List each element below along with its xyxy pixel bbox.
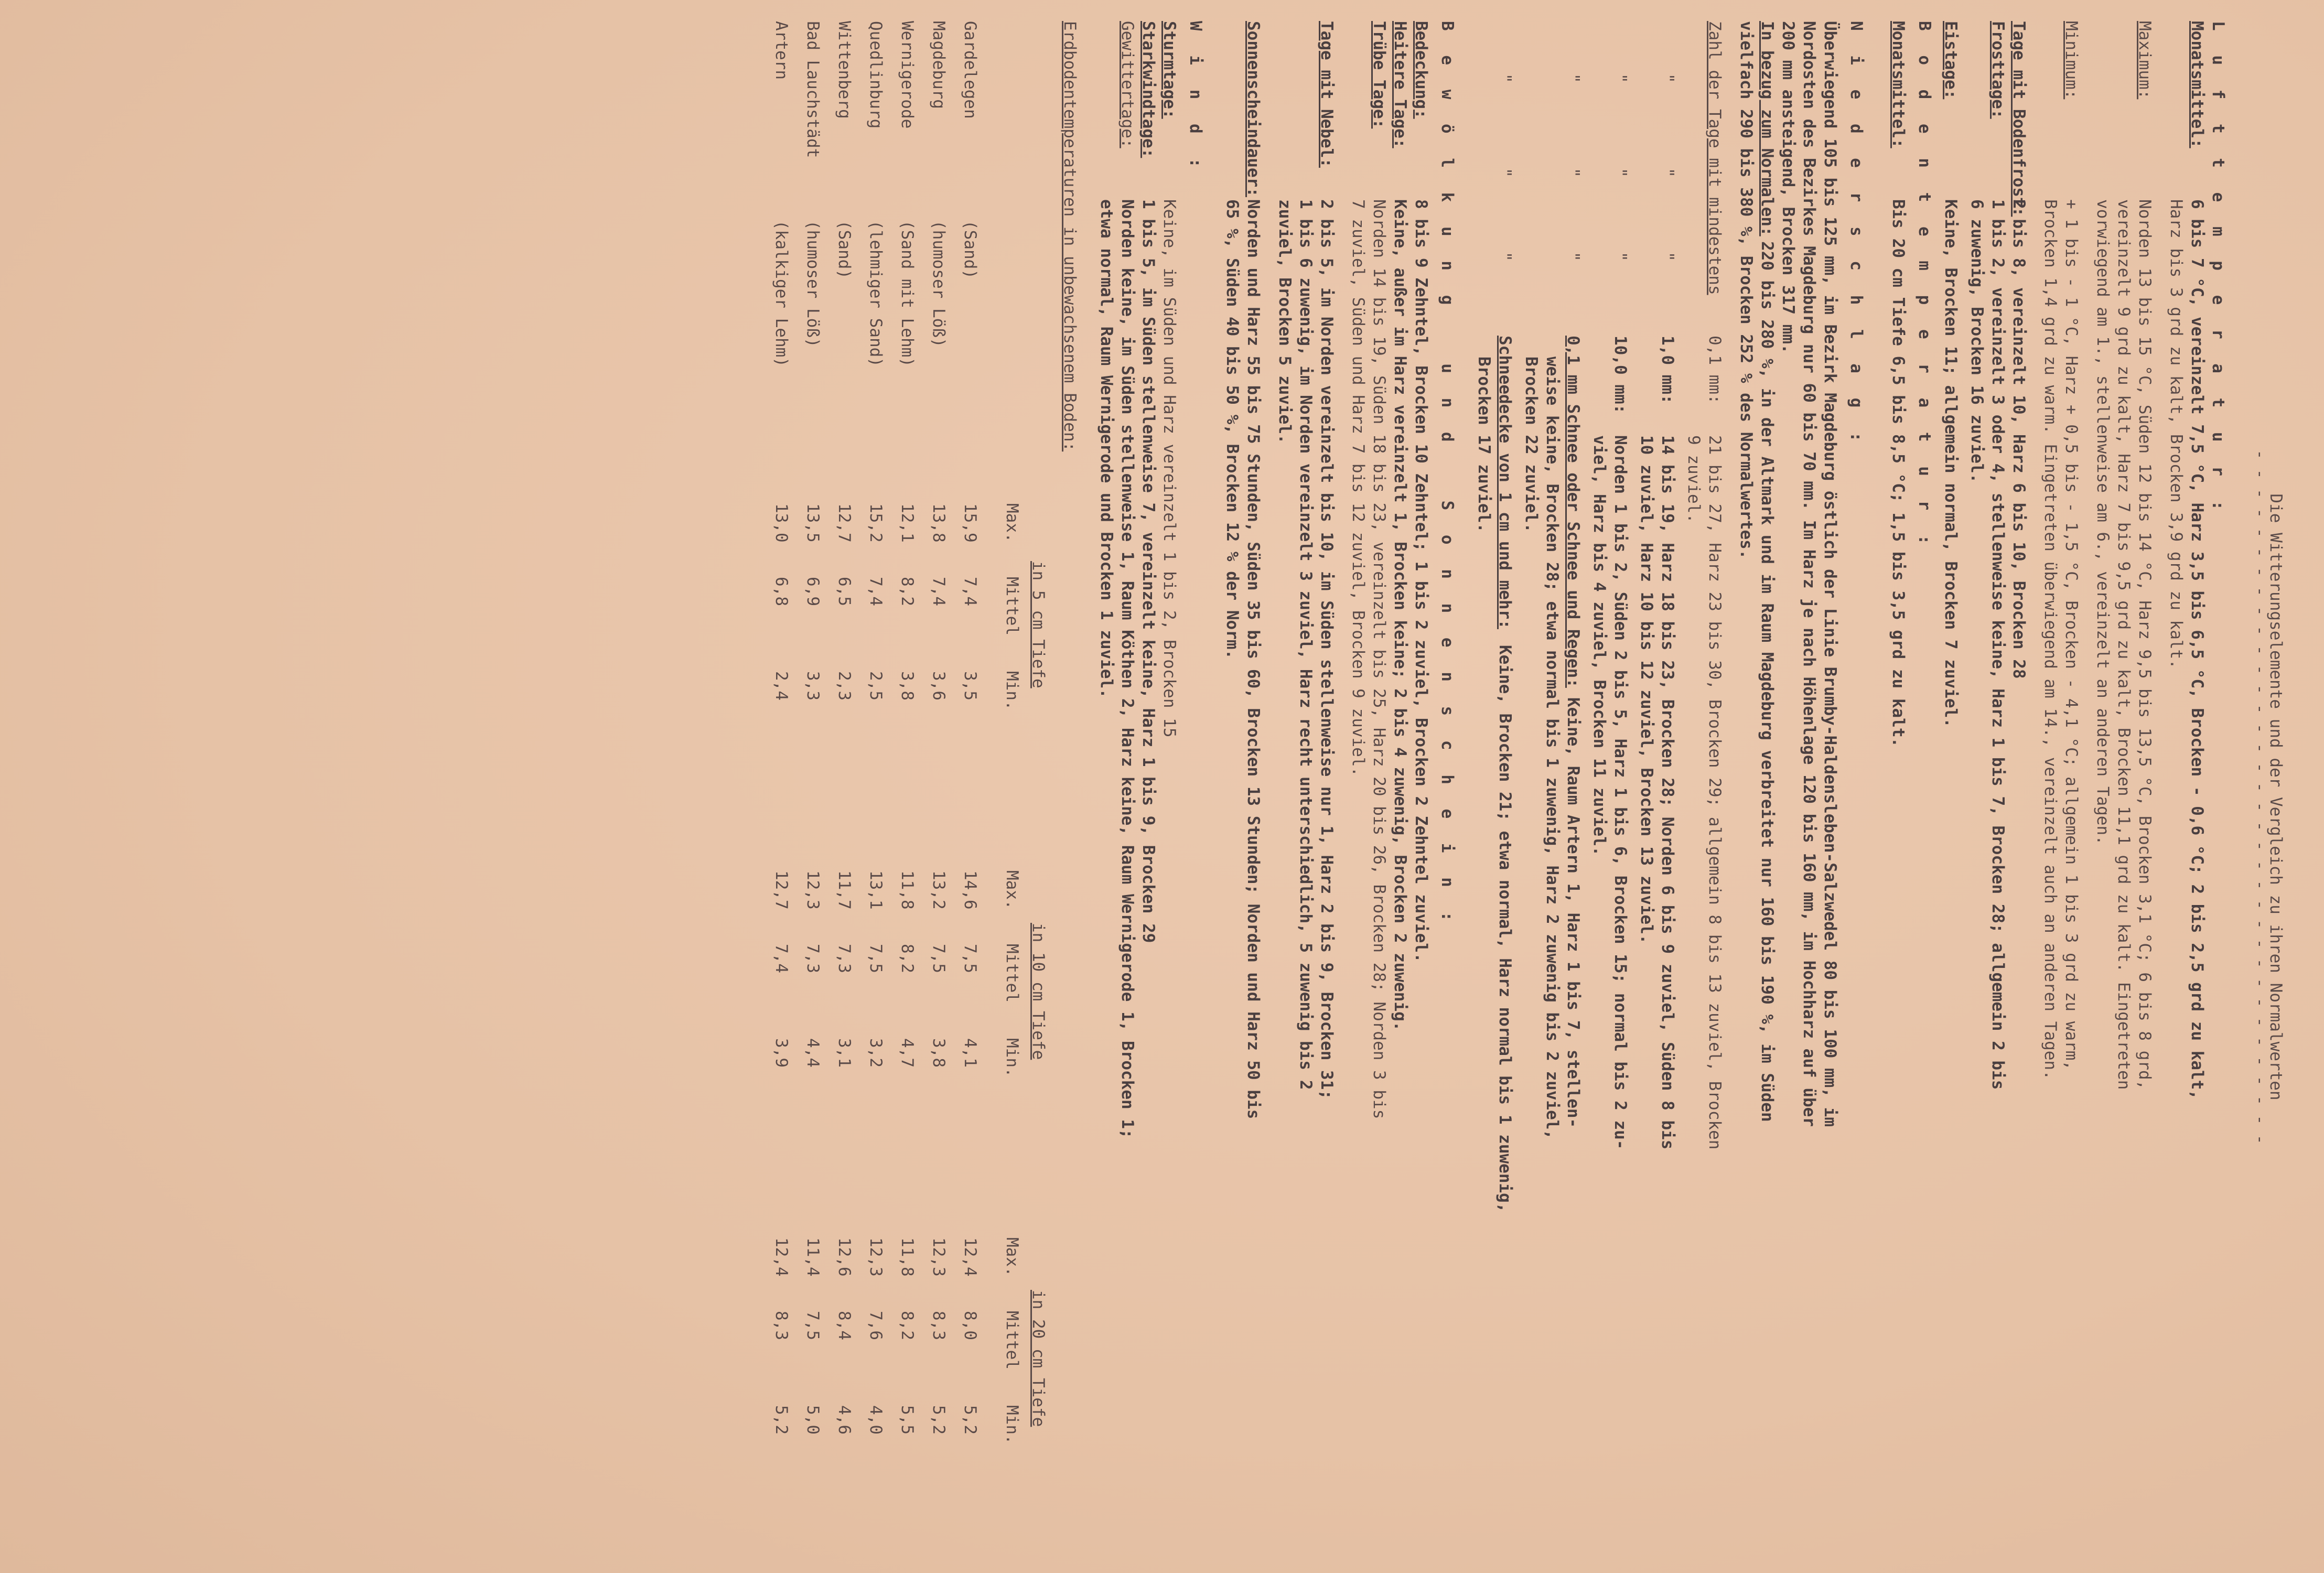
bew-bedeckung-line-1: 8 bis 9 Zehntel, Brocken 10 Zehntel; 1 bis 2 zuviel, Brocken 2 Zehntel zuviel.	[1412, 199, 1430, 963]
table-cell: 7,4	[929, 577, 948, 606]
col-max: Max.	[1003, 503, 1021, 543]
ditto-mark: "	[1658, 252, 1677, 262]
luft-minimum-label: Minimum:	[2062, 21, 2081, 100]
nieder-z2-line-2: 10 zuviel, Harz 10 bis 12 zuviel, Brocken 13 zuviel.	[1637, 435, 1656, 944]
ditto-mark: "	[1658, 168, 1677, 178]
section-niederschlag-heading: N i e d e r s c h l a g :	[1847, 21, 1866, 449]
wind-gewitter-line-2: etwa normal, Raum Wernigerode und Brocken 1 zuviel.	[1097, 199, 1116, 698]
bew-heiter-label: Heitere Tage:	[1391, 21, 1410, 148]
table-cell: 6,8	[772, 577, 791, 606]
table-cell: 8,0	[961, 1311, 980, 1340]
nieder-z1-threshold: 0,1 mm:	[1705, 336, 1724, 404]
table-cell: 3,5	[961, 671, 980, 701]
luft-frosttage-label: Frosttage:	[1988, 21, 2007, 119]
luft-eistage-label: Eistage:	[1941, 21, 1960, 100]
table-cell: 5,2	[961, 1405, 980, 1435]
ditto-mark: "	[1611, 252, 1630, 262]
luft-bodenfrost-line-1: 2 bis 8, vereinzelt 10, Harz 6 bis 10, Brocken 28	[2009, 199, 2028, 679]
station-name: Artern	[772, 21, 791, 80]
table-cell: 15,9	[961, 503, 980, 543]
table-cell: 12,3	[929, 1237, 948, 1277]
table-cell: 11,7	[835, 870, 854, 910]
table-cell: 12,3	[803, 870, 822, 910]
erd-depth-10cm: in 10 cm Tiefe	[1029, 923, 1048, 1060]
soil-type: (kalkiger Lehm)	[772, 220, 791, 367]
nieder-line-3: Überwiegend 105 bis 125 mm, im Bezirk Magdeburg östlich der Linie Brumby-Haldensleben-Salzwedel 80 bis 100 mm, im	[1821, 21, 1839, 1127]
luft-maximum-line-1: Norden 13 bis 15 °C, Süden 12 bis 14 °C, Harz 9,5 bis 13,5 °C, Brocken 3,1 °C; 6 bis 8 grd,	[2135, 199, 2154, 1090]
table-cell: 12,6	[835, 1237, 854, 1277]
table-cell: 7,3	[835, 944, 854, 973]
col-mittel: Mittel	[1003, 944, 1021, 1003]
table-cell: 8,2	[898, 1311, 917, 1340]
bew-nebel-line-2: 1 bis 6 zuwenig, im Norden vereinzelt 3 zuviel, Harz recht unterschiedlich, 5 zuwenig bis 2	[1296, 199, 1315, 1090]
bew-sonne-line-2: 65 %, Süden 40 bis 50 %, Brocken 12 % der Norm.	[1223, 199, 1242, 660]
nieder-z4-threshold: 0,1 mm Schnee oder Schnee und Regen:	[1564, 336, 1583, 688]
nieder-line-1: 220 bis 280 %, in der Altmark und im Raum Magdeburg verbreitet nur 160 bis 190 %, im Süden	[1758, 241, 1777, 1122]
table-cell: 4,1	[961, 1038, 980, 1068]
table-cell: 13,0	[772, 503, 791, 543]
table-cell: 11,8	[898, 870, 917, 910]
soil-type: (humoser Löß)	[803, 220, 822, 348]
nieder-line-2: vielfach 290 bis 380 %, Brocken 252 % des Normalwertes.	[1737, 21, 1756, 559]
nieder-z5-threshold: Schneedecke von 1 cm und mehr:	[1495, 336, 1514, 629]
table-cell: 4,4	[803, 1038, 822, 1068]
nieder-z3-line-2: viel, Harz bis 4 zuviel, Brocken 11 zuviel.	[1590, 435, 1609, 856]
table-cell: 12,1	[898, 503, 917, 543]
table-cell: 8,3	[772, 1311, 791, 1340]
nieder-z4-line-3: Brocken 22 zuviel.	[1522, 357, 1541, 533]
soil-type: (humoser Löß)	[929, 220, 948, 348]
nieder-z4-line-1: Keine, Raum Artern 1, Harz 1 bis 7, stellen-	[1564, 697, 1583, 1128]
ditto-mark: "	[1495, 252, 1514, 262]
bew-nebel-line-1: 2 bis 5, im Norden vereinzelt bis 10, im Süden stellenweise nur 1, Harz 2 bis 9, Brocken 31;	[1317, 199, 1336, 1100]
table-cell: 11,8	[898, 1237, 917, 1277]
section-bodentemperatur-heading: B o d e n t e m p e r a t u r :	[1915, 21, 1934, 552]
table-cell: 8,4	[835, 1311, 854, 1340]
nieder-line-5: 200 mm ansteigend, Brocken 317 mm.	[1779, 21, 1798, 354]
bew-truebe-label: Trübe Tage:	[1370, 21, 1389, 129]
station-name: Wittenberg	[835, 21, 854, 119]
wind-sturm-label: Sturmtage:	[1160, 21, 1179, 119]
luft-maximum-line-2: vereinzelt 9 grd zu kalt, Harz 7 bis 9,5 grd zu kalt, Brocken 11,1 grd zu kalt. Eingetreten	[2114, 199, 2133, 1090]
table-cell: 5,2	[772, 1405, 791, 1435]
table-cell: 12,7	[835, 503, 854, 543]
erd-depth-20cm: in 20 cm Tiefe	[1029, 1290, 1048, 1427]
ditto-mark: "	[1495, 168, 1514, 178]
table-cell: 8,2	[898, 944, 917, 973]
nieder-z1-line-2: 9 zuviel.	[1684, 435, 1703, 523]
table-cell: 8,3	[929, 1311, 948, 1340]
table-cell: 13,8	[929, 503, 948, 543]
table-cell: 3,8	[898, 671, 917, 701]
ditto-mark: "	[1564, 252, 1583, 262]
table-cell: 13,5	[803, 503, 822, 543]
bew-bedeckung-label: Bedeckung:	[1412, 21, 1430, 119]
ditto-mark: "	[1611, 73, 1630, 83]
table-cell: 13,1	[866, 870, 885, 910]
ditto-mark: "	[1564, 168, 1583, 178]
bew-sonne-line-1: Norden und Harz 55 bis 75 Stunden, Süden 35 bis 60, Brocken 13 Stunden; Norden und Harz 50 bis	[1244, 199, 1263, 1119]
table-cell: 11,4	[803, 1237, 822, 1277]
boden-monatsmittel-label: Monatsmittel:	[1889, 21, 1908, 148]
nieder-z3-threshold: 10,0 mm:	[1611, 336, 1630, 414]
col-min: Min.	[1003, 671, 1021, 710]
table-cell: 8,2	[898, 577, 917, 606]
nieder-z4-line-2: weise keine, Brocken 28; etwa normal bis 1 zuwenig, Harz 2 zuwenig bis 2 zuviel,	[1543, 357, 1562, 1140]
table-cell: 7,5	[803, 1311, 822, 1340]
title-rule: - - - - - - - - - - - - - - - - - - - - - - - - - - - - - - - - - - - -	[2251, 449, 2269, 1145]
bew-sonne-label: Sonnenscheindauer:	[1244, 21, 1263, 197]
wind-stark-line-1: 1 bis 5, im Süden stellenweise 7, vereinzelt keine, Harz 1 bis 9, Brocken 29	[1139, 199, 1158, 943]
document-title: Die Witterungselemente und der Vergleich zu ihren Normalwerten	[2266, 493, 2285, 1101]
station-name: Quedlinburg	[866, 21, 885, 129]
table-cell: 12,3	[866, 1237, 885, 1277]
table-cell: 7,5	[866, 944, 885, 973]
nieder-z5-line-1: Keine, Brocken 21; etwa normal, Harz normal bis 1 zuwenig,	[1495, 645, 1514, 1213]
nieder-normal-label: In bezug zum Normalen:	[1758, 21, 1777, 236]
table-cell: 2,5	[866, 671, 885, 701]
table-cell: 7,5	[961, 944, 980, 973]
table-cell: 14,6	[961, 870, 980, 910]
station-name: Bad Lauchstädt	[803, 21, 822, 158]
wind-sturm-line-1: Keine, im Süden und Harz vereinzelt 1 bis 2, Brocken 15	[1160, 199, 1179, 738]
bew-heiter-line-1: Keine, außer im Harz vereinzelt 1, Brocken keine; 2 bis 4 zuwenig, Brocken 2 zuwenig.	[1391, 199, 1410, 1031]
section-erdboden-heading: Erdbodentemperaturen in unbewachsenem Boden:	[1060, 21, 1079, 452]
section-bewoelkung-heading: B e w ö l k u n g u n d S o n n e n s c h e i n :	[1438, 21, 1457, 929]
table-cell: 6,9	[803, 577, 822, 606]
rotated-typed-page	[52, 21, 2307, 1573]
table-cell: 7,3	[803, 944, 822, 973]
table-cell: 7,5	[929, 944, 948, 973]
ditto-mark: "	[1658, 73, 1677, 83]
nieder-line-4: Nordosten des Bezirkes Magdeburg nur 60 bis 70 mm. Im Harz je nach Höhenlage 120 bis 160 mm, im Hochharz auf über	[1800, 21, 1819, 1127]
luft-frosttage-line-2: 6 zuwenig, Brocken 16 zuviel.	[1967, 199, 1986, 483]
col-min: Min.	[1003, 1038, 1021, 1078]
table-cell: 12,4	[772, 1237, 791, 1277]
table-cell: 4,0	[866, 1405, 885, 1435]
soil-type: (lehmiger Sand)	[866, 220, 885, 367]
nieder-z2-line-1: 14 bis 19, Harz 18 bis 23, Brocken 28; Norden 6 bis 9 zuviel, Süden 8 bis	[1658, 435, 1677, 1150]
luft-frosttage-line-1: 1 bis 2, vereinzelt 3 oder 4, stellenweise keine, Harz 1 bis 7, Brocken 28; allgemein 2 bis	[1988, 199, 2007, 1090]
bew-truebe-line-2: 7 zuviel, Süden und Harz 7 bis 12 zuviel, Brocken 9 zuviel.	[1349, 199, 1368, 777]
table-cell: 7,6	[866, 1311, 885, 1340]
luft-bodenfrost-label: Tage mit Bodenfrost:	[2009, 21, 2028, 217]
table-cell: 3,6	[929, 671, 948, 701]
table-cell: 2,3	[835, 671, 854, 701]
erd-depth-5cm: in 5 cm Tiefe	[1029, 561, 1048, 688]
table-cell: 13,2	[929, 870, 948, 910]
nieder-z3-line-1: Norden 1 bis 2, Süden 2 bis 5, Harz 1 bis 6, Brocken 15; normal bis 2 zu-	[1611, 435, 1630, 1150]
luft-monatsmittel-label: Monatsmittel:	[2188, 21, 2207, 148]
table-cell: 3,2	[866, 1038, 885, 1068]
table-cell: 12,4	[961, 1237, 980, 1277]
bew-nebel-label: Tage mit Nebel:	[1317, 21, 1336, 168]
table-cell: 5,2	[929, 1405, 948, 1435]
table-cell: 12,7	[772, 870, 791, 910]
nieder-zahl-label: Zahl der Tage mit mindestens	[1705, 21, 1724, 295]
nieder-z5-line-2: Brocken 17 zuviel.	[1475, 357, 1493, 533]
luft-minimum-line-2: Brocken 1,4 grd zu warm. Eingetreten überwiegend am 14., vereinzelt auch an anderen Tagen.	[2041, 199, 2060, 1080]
boden-monatsmittel-line-1: Bis 20 cm Tiefe 6,5 bis 8,5 °C; 1,5 bis 3,5 grd zu kalt.	[1889, 199, 1908, 748]
col-max: Max.	[1003, 870, 1021, 910]
station-name: Gardelegen	[961, 21, 980, 119]
table-cell: 5,0	[803, 1405, 822, 1435]
nieder-z2-threshold: 1,0 mm:	[1658, 336, 1677, 404]
luft-monatsmittel-line-1: 6 bis 7 °C, vereinzelt 7,5 °C, Harz 3,5 bis 6,5 °C, Brocken - 0,6 °C; 2 bis 2,5 grd zu kalt,	[2188, 199, 2207, 1100]
table-cell: 7,4	[866, 577, 885, 606]
nieder-z1-line-1: 21 bis 27, Harz 23 bis 30, Brocken 29; allgemein 8 bis 13 zuviel, Brocken	[1705, 435, 1724, 1150]
section-lufttemperatur-heading: L u f t t e m p e r a t u r :	[2209, 21, 2228, 518]
table-cell: 7,4	[772, 944, 791, 973]
ditto-mark: "	[1495, 73, 1514, 83]
luft-maximum-line-3: vorwiegend am 1., stellenweise am 6., vereinzelt an anderen Tagen.	[2093, 199, 2112, 845]
wind-gewitter-line-1: Norden keine, im Süden stellenweise 1, Raum Köthen 2, Harz keine, Raum Wernigerode 1, Brocken 1;	[1118, 199, 1137, 1139]
station-name: Magdeburg	[929, 21, 948, 109]
table-cell: 3,1	[835, 1038, 854, 1068]
col-max: Max.	[1003, 1237, 1021, 1277]
col-min: Min.	[1003, 1405, 1021, 1445]
table-cell: 2,4	[772, 671, 791, 701]
soil-type: (Sand)	[961, 220, 980, 279]
table-cell: 5,5	[898, 1405, 917, 1435]
section-wind-heading: W i n d :	[1186, 21, 1205, 175]
table-cell: 15,2	[866, 503, 885, 543]
luft-minimum-line-1: + 1 bis - 1 °C, Harz + 0,5 bis - 1,5 °C, Brocken - 4,1 °C; allgemein 1 bis 3 grd zu warm,	[2062, 199, 2081, 1071]
table-cell: 3,9	[772, 1038, 791, 1068]
table-cell: 6,5	[835, 577, 854, 606]
luft-maximum-label: Maximum:	[2135, 21, 2154, 100]
table-cell: 4,6	[835, 1405, 854, 1435]
table-cell: 3,3	[803, 671, 822, 701]
ditto-mark: "	[1611, 168, 1630, 178]
table-cell: 3,8	[929, 1038, 948, 1068]
col-mittel: Mittel	[1003, 577, 1021, 635]
bew-nebel-line-3: zuviel, Brocken 5 zuviel.	[1275, 199, 1294, 444]
station-name: Wernigerode	[898, 21, 917, 129]
wind-gewitter-label: Gewittertage:	[1118, 21, 1137, 148]
soil-type: (Sand)	[835, 220, 854, 279]
table-cell: 4,7	[898, 1038, 917, 1068]
soil-type: (Sand mit Lehm)	[898, 220, 917, 367]
luft-monatsmittel-line-2: Harz bis 3 grd zu kalt, Brocken 3,9 grd zu kalt.	[2167, 199, 2186, 669]
wind-stark-label: Starkwindtage:	[1139, 21, 1158, 158]
ditto-mark: "	[1564, 73, 1583, 83]
table-cell: 7,4	[961, 577, 980, 606]
bew-truebe-line-1: Norden 14 bis 19, Süden 18 bis 23, vereinzelt bis 25, Harz 20 bis 26, Brocken 28; Norden 3 bis	[1370, 199, 1389, 1119]
luft-eistage-line-1: Keine, Brocken 11; allgemein normal, Brocken 7 zuviel.	[1941, 199, 1960, 728]
col-mittel: Mittel	[1003, 1311, 1021, 1370]
